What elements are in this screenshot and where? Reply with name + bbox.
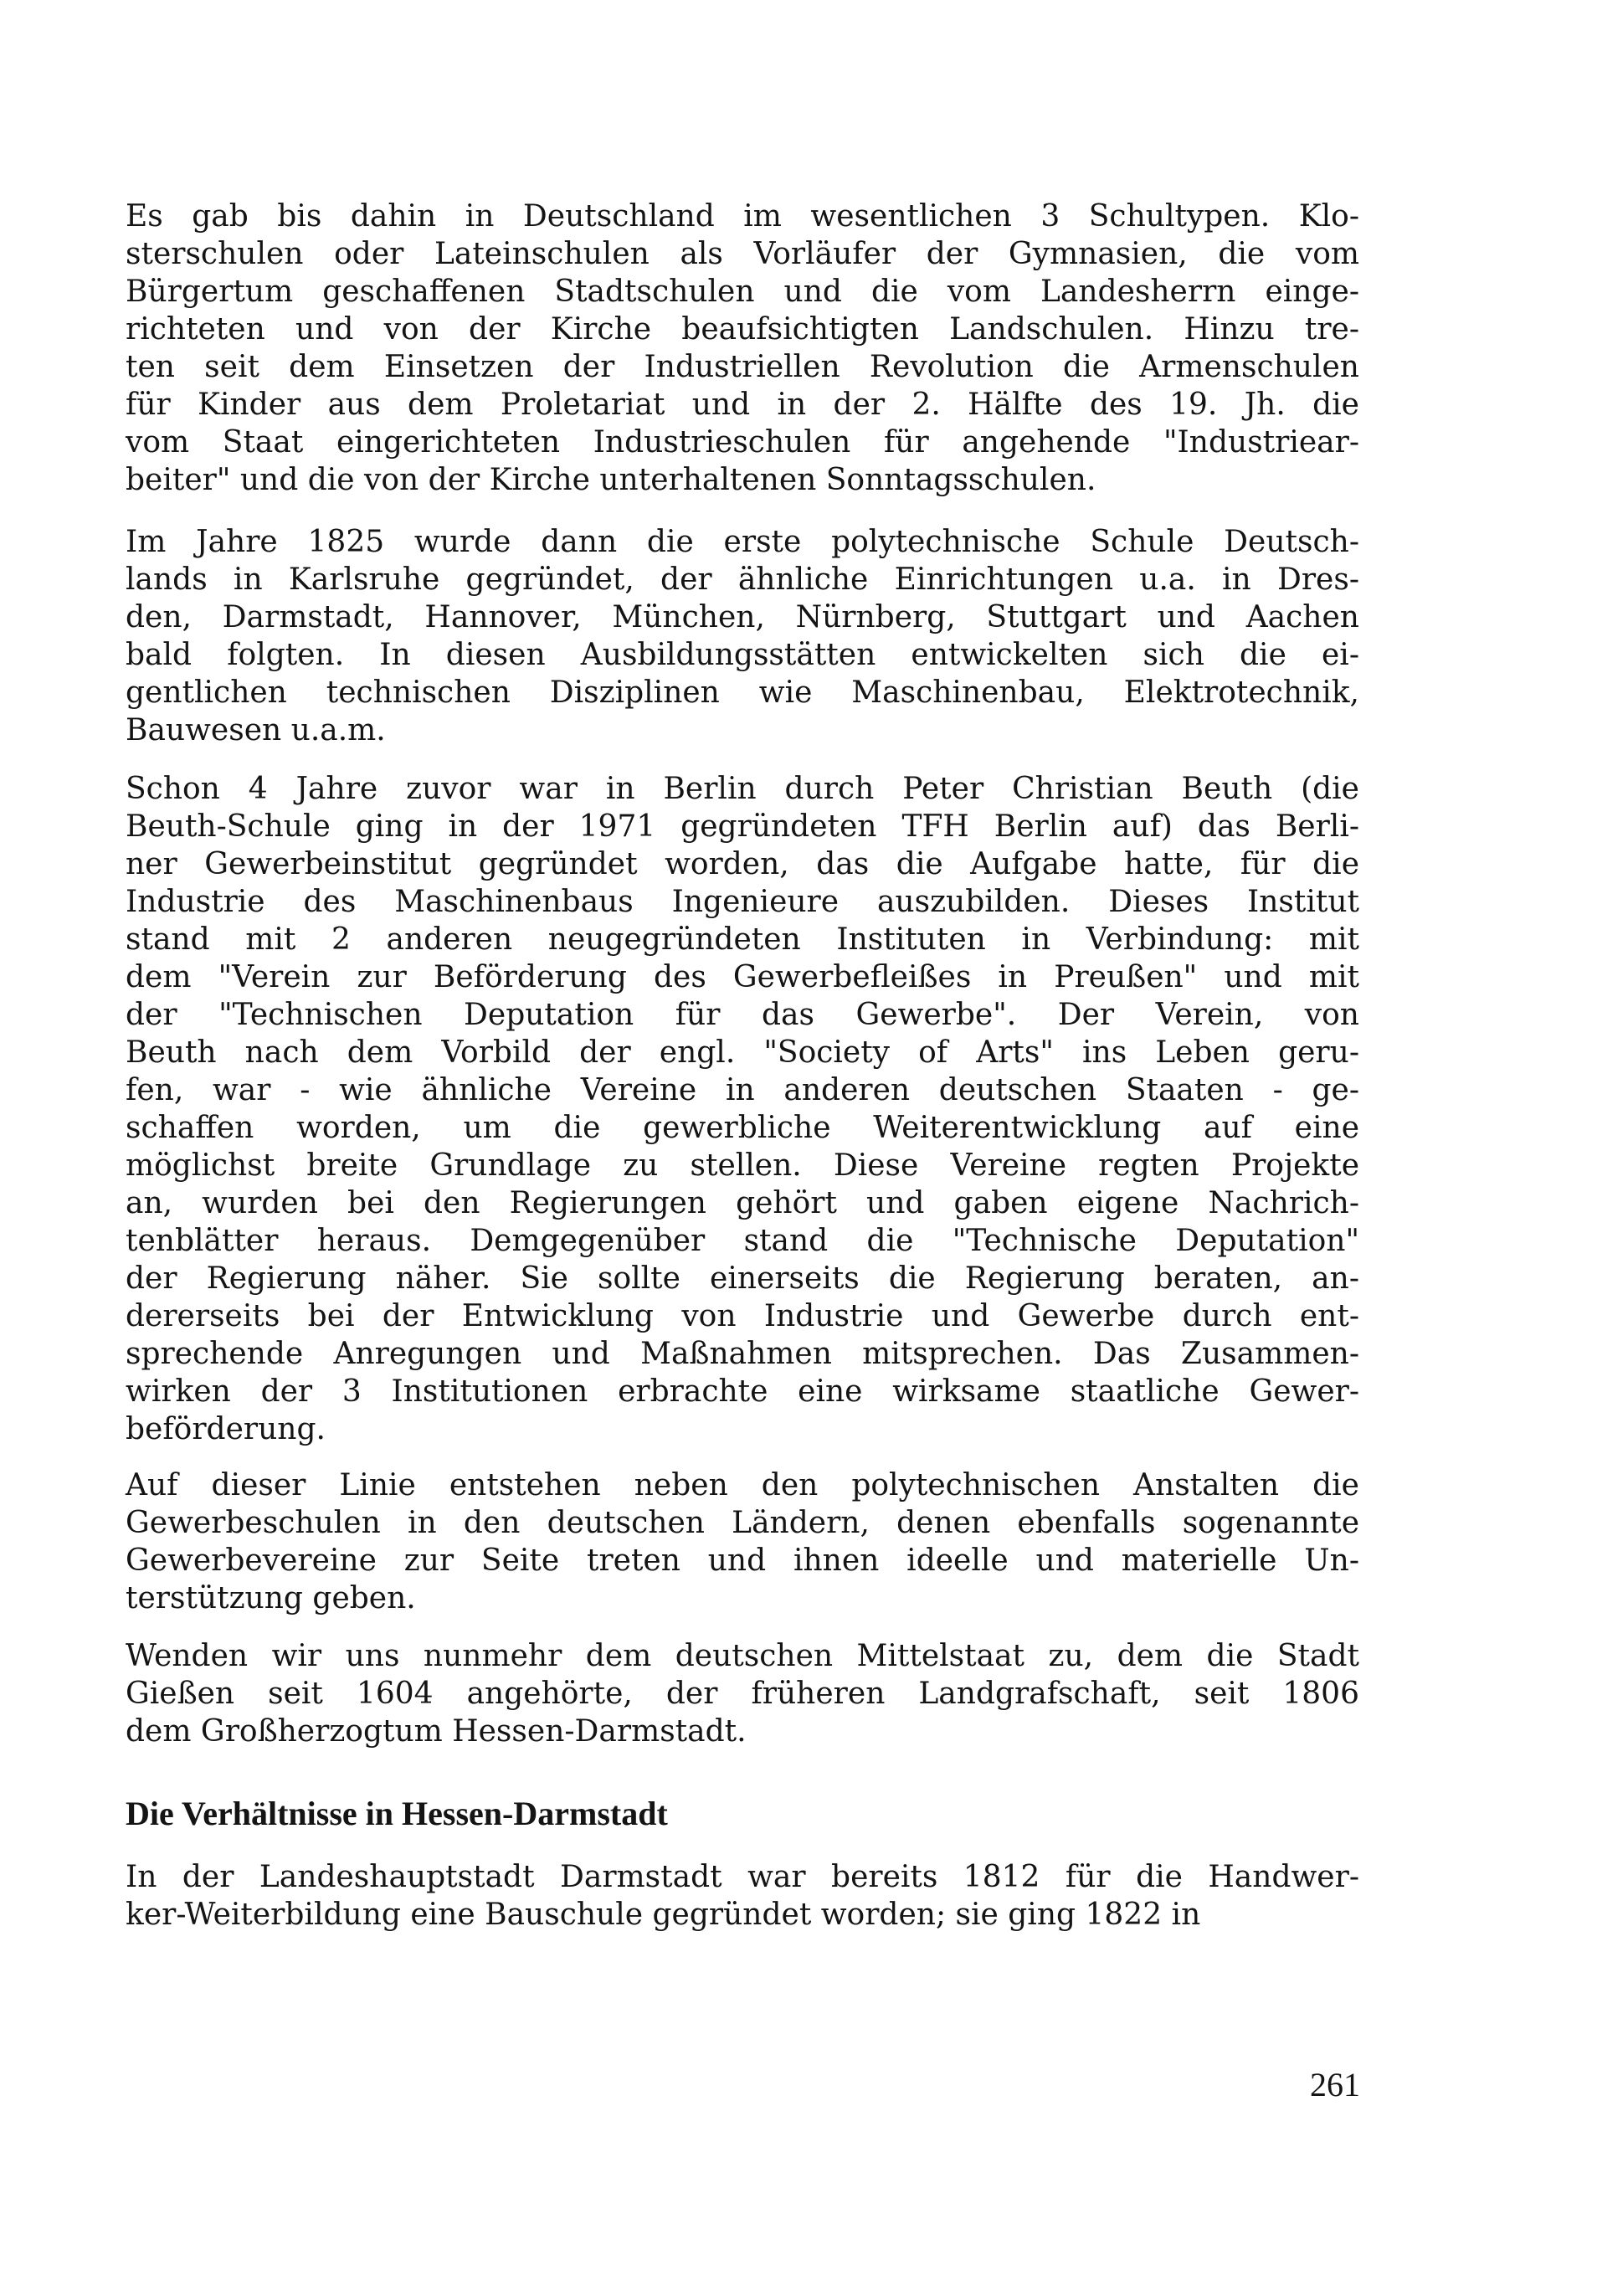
- text-line: wirken der 3 Institutionen erbrachte eine wirksame staatliche Gewer-: [126, 1374, 1359, 1409]
- text-line: Auf dieser Linie entstehen neben den polytechnischen Anstalten die: [126, 1468, 1359, 1502]
- text-line: dem Großherzogtum Hessen-Darmstadt.: [126, 1714, 747, 1749]
- text-line: terstützung geben.: [126, 1581, 416, 1615]
- text-line: Gießen seit 1604 angehörte, der früheren Landgrafschaft, seit 1806: [126, 1677, 1359, 1711]
- text-line: Gewerbeschulen in den deutschen Ländern, denen ebenfalls sogenannte: [126, 1506, 1359, 1540]
- text-line: für Kinder aus dem Proletariat und in der 2. Hälfte des 19. Jh. die: [126, 388, 1359, 422]
- text-line: dem "Verein zur Beförderung des Gewerbefleißes in Preußen" und mit: [126, 960, 1359, 994]
- text-line: Beuth-Schule ging in der 1971 gegründeten TFH Berlin auf) das Berli-: [126, 809, 1359, 844]
- text-line: sprechende Anregungen und Maßnahmen mitsprechen. Das Zusammen-: [126, 1337, 1359, 1371]
- text-line: lands in Karlsruhe gegründet, der ähnliche Einrichtungen u.a. in Dres-: [126, 562, 1359, 597]
- paragraph-gewerbeschulen: [126, 1466, 1359, 1617]
- text-line: Beuth nach dem Vorbild der engl. "Society of Arts" ins Leben geru-: [126, 1035, 1359, 1070]
- text-line: Gewerbevereine zur Seite treten und ihnen ideelle und materielle Un-: [126, 1544, 1359, 1578]
- text-line: an, wurden bei den Regierungen gehört und gaben eigene Nachrich-: [126, 1186, 1359, 1220]
- text-line: den, Darmstadt, Hannover, München, Nürnberg, Stuttgart und Aachen: [126, 600, 1359, 634]
- paragraph-polytechnic-schools: [126, 523, 1359, 749]
- text-line: beiter" und die von der Kirche unterhaltenen Sonntagsschulen.: [126, 463, 1096, 497]
- page-number: 261: [1310, 2066, 1360, 2103]
- paragraph-darmstadt-bauschule: [126, 1858, 1359, 1934]
- text-line: dererseits bei der Entwicklung von Industrie und Gewerbe durch ent-: [126, 1299, 1359, 1333]
- text-line: Im Jahre 1825 wurde dann die erste polytechnische Schule Deutsch-: [126, 525, 1359, 559]
- text-line: möglichst breite Grundlage zu stellen. Diese Vereine regten Projekte: [126, 1148, 1359, 1183]
- text-line: tenblätter heraus. Demgegenüber stand die "Technische Deputation": [126, 1224, 1359, 1258]
- text-line: Schon 4 Jahre zuvor war in Berlin durch Peter Christian Beuth (die: [126, 772, 1359, 806]
- text-line: der "Technischen Deputation für das Gewerbe". Der Verein, von: [126, 998, 1359, 1032]
- text-line: Bauwesen u.a.m.: [126, 713, 386, 747]
- text-line: Industrie des Maschinenbaus Ingenieure auszubilden. Dieses Institut: [126, 885, 1359, 919]
- text-line: der Regierung näher. Sie sollte einerseits die Regierung beraten, an-: [126, 1261, 1359, 1296]
- text-line: richteten und von der Kirche beaufsichtigten Landschulen. Hinzu tre-: [126, 312, 1359, 347]
- text-line: ner Gewerbeinstitut gegründet worden, das die Aufgabe hatte, für die: [126, 847, 1359, 881]
- paragraph-school-types: [126, 198, 1359, 499]
- text-line: gentlichen technischen Disziplinen wie Maschinenbau, Elektrotechnik,: [126, 675, 1359, 710]
- text-line: beförderung.: [126, 1412, 326, 1446]
- text-line: ker-Weiterbildung eine Bauschule gegründet worden; sie ging 1822 in: [126, 1898, 1201, 1932]
- text-line: Bürgertum geschaffenen Stadtschulen und die vom Landesherrn einge-: [126, 275, 1359, 309]
- paragraph-hessen-intro: [126, 1637, 1359, 1750]
- text-line: sterschulen oder Lateinschulen als Vorläufer der Gymnasien, die vom: [126, 237, 1359, 271]
- text-line: Wenden wir uns nunmehr dem deutschen Mittelstaat zu, dem die Stadt: [126, 1639, 1359, 1673]
- text-line: ten seit dem Einsetzen der Industriellen Revolution die Armenschulen: [126, 350, 1359, 384]
- text-line: bald folgten. In diesen Ausbildungsstätten entwickelten sich die ei-: [126, 638, 1359, 672]
- text-line: vom Staat eingerichteten Industrieschulen für angehende "Industriear-: [126, 425, 1359, 460]
- text-line: Es gab bis dahin in Deutschland im wesentlichen 3 Schultypen. Klo-: [126, 199, 1359, 234]
- section-heading: Die Verhältnisse in Hessen-Darmstadt: [126, 1795, 668, 1832]
- text-line: fen, war - wie ähnliche Vereine in anderen deutschen Staaten - ge-: [126, 1073, 1359, 1107]
- text-line: stand mit 2 anderen neugegründeten Instituten in Verbindung: mit: [126, 922, 1359, 957]
- text-line: schaffen worden, um die gewerbliche Weiterentwicklung auf eine: [126, 1111, 1359, 1145]
- paragraph-beuth-gewerbeinstitut: [126, 770, 1359, 1448]
- text-line: In der Landeshauptstadt Darmstadt war bereits 1812 für die Handwer-: [126, 1860, 1359, 1894]
